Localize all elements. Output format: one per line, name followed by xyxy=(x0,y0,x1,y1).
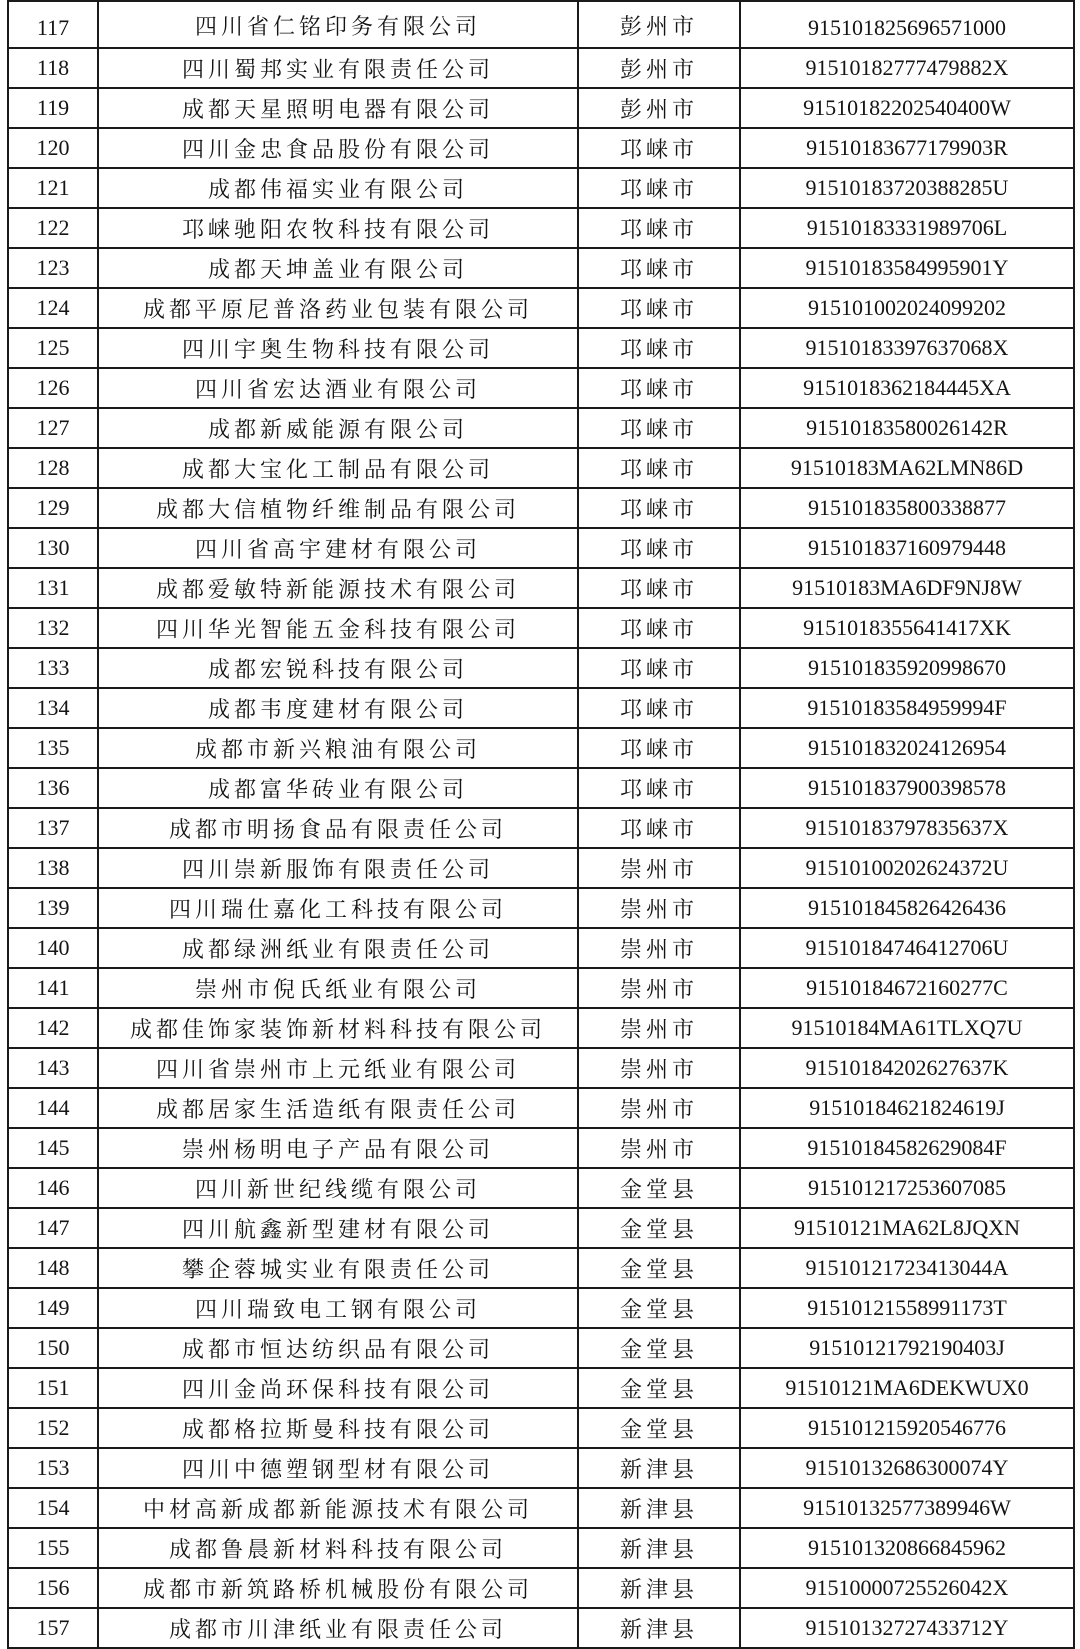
credit-code-cell: 915101002024099202 xyxy=(740,288,1074,328)
table-row xyxy=(8,728,1074,768)
region-cell: 邛崃市 xyxy=(578,408,740,448)
region-cell: 金堂县 xyxy=(578,1328,740,1368)
company-name-cell: 成都新威能源有限公司 xyxy=(98,408,578,448)
company-table-body xyxy=(8,1,1074,1648)
company-name-cell: 攀企蓉城实业有限责任公司 xyxy=(98,1248,578,1288)
table-row xyxy=(8,408,1074,448)
company-name-cell: 成都大信植物纤维制品有限公司 xyxy=(98,488,578,528)
table-row xyxy=(8,1088,1074,1128)
credit-code-cell: 91510182777479882X xyxy=(740,48,1074,88)
table-row xyxy=(8,368,1074,408)
credit-code-cell: 91510184202627637K xyxy=(740,1048,1074,1088)
row-number-cell: 128 xyxy=(8,448,98,488)
row-number-cell: 129 xyxy=(8,488,98,528)
row-number-cell: 135 xyxy=(8,728,98,768)
table-row xyxy=(8,608,1074,648)
region-cell: 金堂县 xyxy=(578,1168,740,1208)
region-cell: 新津县 xyxy=(578,1608,740,1648)
credit-code-cell: 91510183584995901Y xyxy=(740,248,1074,288)
company-name-cell: 成都市新兴粮油有限公司 xyxy=(98,728,578,768)
region-cell: 邛崃市 xyxy=(578,288,740,328)
credit-code-cell: 91510183677179903R xyxy=(740,128,1074,168)
company-name-cell: 四川省高宇建材有限公司 xyxy=(98,528,578,568)
company-name-cell: 四川崇新服饰有限责任公司 xyxy=(98,848,578,888)
credit-code-cell: 915101835800338877 xyxy=(740,488,1074,528)
credit-code-cell: 91510184MA61TLXQ7U xyxy=(740,1008,1074,1048)
row-number-cell: 145 xyxy=(8,1128,98,1168)
row-number-cell: 136 xyxy=(8,768,98,808)
company-name-cell: 邛崃驰阳农牧科技有限公司 xyxy=(98,208,578,248)
table-row xyxy=(8,1408,1074,1448)
row-number-cell: 149 xyxy=(8,1288,98,1328)
table-row xyxy=(8,1368,1074,1408)
row-number-cell: 124 xyxy=(8,288,98,328)
region-cell: 邛崃市 xyxy=(578,528,740,568)
company-name-cell: 四川中德塑钢型材有限公司 xyxy=(98,1448,578,1488)
region-cell: 邛崃市 xyxy=(578,248,740,288)
table-row xyxy=(8,88,1074,128)
company-name-cell: 成都富华砖业有限公司 xyxy=(98,768,578,808)
region-cell: 新津县 xyxy=(578,1448,740,1488)
table-row xyxy=(8,568,1074,608)
credit-code-cell: 91510121MA62L8JQXN xyxy=(740,1208,1074,1248)
credit-code-cell: 915101845826426436 xyxy=(740,888,1074,928)
region-cell: 新津县 xyxy=(578,1568,740,1608)
row-number-cell: 157 xyxy=(8,1608,98,1648)
region-cell: 崇州市 xyxy=(578,888,740,928)
region-cell: 金堂县 xyxy=(578,1288,740,1328)
company-name-cell: 四川金尚环保科技有限公司 xyxy=(98,1368,578,1408)
credit-code-cell: 91510183584959994F xyxy=(740,688,1074,728)
row-number-cell: 133 xyxy=(8,648,98,688)
company-name-cell: 成都平原尼普洛药业包装有限公司 xyxy=(98,288,578,328)
region-cell: 邛崃市 xyxy=(578,728,740,768)
row-number-cell: 148 xyxy=(8,1248,98,1288)
region-cell: 邛崃市 xyxy=(578,488,740,528)
table-row xyxy=(8,1208,1074,1248)
region-cell: 崇州市 xyxy=(578,1008,740,1048)
row-number-cell: 138 xyxy=(8,848,98,888)
row-number-cell: 142 xyxy=(8,1008,98,1048)
row-number-cell: 152 xyxy=(8,1408,98,1448)
row-number-cell: 118 xyxy=(8,48,98,88)
table-row xyxy=(8,128,1074,168)
company-name-cell: 四川瑞致电工钢有限公司 xyxy=(98,1288,578,1328)
company-name-cell: 崇州杨明电子产品有限公司 xyxy=(98,1128,578,1168)
region-cell: 邛崃市 xyxy=(578,768,740,808)
table-row xyxy=(8,928,1074,968)
company-name-cell: 四川瑞仕嘉化工科技有限公司 xyxy=(98,888,578,928)
row-number-cell: 143 xyxy=(8,1048,98,1088)
row-number-cell: 122 xyxy=(8,208,98,248)
credit-code-cell: 915101832024126954 xyxy=(740,728,1074,768)
row-number-cell: 141 xyxy=(8,968,98,1008)
credit-code-cell: 915101825696571000 xyxy=(740,1,1074,48)
company-name-cell: 中材高新成都新能源技术有限公司 xyxy=(98,1488,578,1528)
row-number-cell: 147 xyxy=(8,1208,98,1248)
company-name-cell: 成都市川津纸业有限责任公司 xyxy=(98,1608,578,1648)
table-row xyxy=(8,1,1074,48)
region-cell: 邛崃市 xyxy=(578,448,740,488)
row-number-cell: 154 xyxy=(8,1488,98,1528)
credit-code-cell: 915101837160979448 xyxy=(740,528,1074,568)
credit-code-cell: 915101837900398578 xyxy=(740,768,1074,808)
row-number-cell: 150 xyxy=(8,1328,98,1368)
table-row xyxy=(8,528,1074,568)
row-number-cell: 134 xyxy=(8,688,98,728)
row-number-cell: 126 xyxy=(8,368,98,408)
row-number-cell: 127 xyxy=(8,408,98,448)
region-cell: 崇州市 xyxy=(578,1088,740,1128)
company-table xyxy=(7,0,1075,1649)
row-number-cell: 121 xyxy=(8,168,98,208)
credit-code-cell: 915101320866845962 xyxy=(740,1528,1074,1568)
company-name-cell: 成都天星照明电器有限公司 xyxy=(98,88,578,128)
credit-code-cell: 915101217253607085 xyxy=(740,1168,1074,1208)
company-name-cell: 四川宇奥生物科技有限公司 xyxy=(98,328,578,368)
company-name-cell: 成都鲁晨新材料科技有限公司 xyxy=(98,1528,578,1568)
row-number-cell: 117 xyxy=(8,1,98,48)
row-number-cell: 155 xyxy=(8,1528,98,1568)
company-name-cell: 成都佳饰家装饰新材料科技有限公司 xyxy=(98,1008,578,1048)
region-cell: 崇州市 xyxy=(578,1128,740,1168)
company-name-cell: 成都居家生活造纸有限责任公司 xyxy=(98,1088,578,1128)
region-cell: 崇州市 xyxy=(578,1048,740,1088)
table-row xyxy=(8,328,1074,368)
table-row xyxy=(8,1248,1074,1288)
company-name-cell: 崇州市倪氏纸业有限公司 xyxy=(98,968,578,1008)
table-row xyxy=(8,1488,1074,1528)
table-row xyxy=(8,1608,1074,1648)
credit-code-cell: 9151018355641417XK xyxy=(740,608,1074,648)
region-cell: 金堂县 xyxy=(578,1368,740,1408)
region-cell: 邛崃市 xyxy=(578,568,740,608)
table-row xyxy=(8,1008,1074,1048)
row-number-cell: 146 xyxy=(8,1168,98,1208)
row-number-cell: 119 xyxy=(8,88,98,128)
table-row xyxy=(8,48,1074,88)
company-name-cell: 四川航鑫新型建材有限公司 xyxy=(98,1208,578,1248)
row-number-cell: 140 xyxy=(8,928,98,968)
company-name-cell: 成都韦度建材有限公司 xyxy=(98,688,578,728)
row-number-cell: 132 xyxy=(8,608,98,648)
company-name-cell: 成都市明扬食品有限责任公司 xyxy=(98,808,578,848)
row-number-cell: 137 xyxy=(8,808,98,848)
region-cell: 彭州市 xyxy=(578,48,740,88)
company-name-cell: 成都市恒达纺织品有限公司 xyxy=(98,1328,578,1368)
region-cell: 金堂县 xyxy=(578,1248,740,1288)
table-row xyxy=(8,848,1074,888)
company-name-cell: 成都宏锐科技有限公司 xyxy=(98,648,578,688)
company-name-cell: 四川省崇州市上元纸业有限公司 xyxy=(98,1048,578,1088)
row-number-cell: 139 xyxy=(8,888,98,928)
credit-code-cell: 915101215920546776 xyxy=(740,1408,1074,1448)
company-name-cell: 四川省仁铭印务有限公司 xyxy=(98,1,578,48)
row-number-cell: 130 xyxy=(8,528,98,568)
credit-code-cell: 91510184746412706U xyxy=(740,928,1074,968)
table-row xyxy=(8,688,1074,728)
region-cell: 邛崃市 xyxy=(578,368,740,408)
table-row xyxy=(8,1168,1074,1208)
table-row xyxy=(8,968,1074,1008)
row-number-cell: 156 xyxy=(8,1568,98,1608)
region-cell: 邛崃市 xyxy=(578,128,740,168)
company-name-cell: 成都爱敏特新能源技术有限公司 xyxy=(98,568,578,608)
credit-code-cell: 91510132686300074Y xyxy=(740,1448,1074,1488)
company-name-cell: 四川金忠食品股份有限公司 xyxy=(98,128,578,168)
table-row xyxy=(8,208,1074,248)
credit-code-cell: 915101835920998670 xyxy=(740,648,1074,688)
row-number-cell: 144 xyxy=(8,1088,98,1128)
company-list-sheet xyxy=(7,0,1073,1647)
table-row xyxy=(8,1448,1074,1488)
region-cell: 邛崃市 xyxy=(578,688,740,728)
region-cell: 邛崃市 xyxy=(578,168,740,208)
table-row xyxy=(8,648,1074,688)
region-cell: 邛崃市 xyxy=(578,808,740,848)
region-cell: 金堂县 xyxy=(578,1208,740,1248)
region-cell: 彭州市 xyxy=(578,88,740,128)
credit-code-cell: 91510100202624372U xyxy=(740,848,1074,888)
table-row xyxy=(8,808,1074,848)
credit-code-cell: 91510183331989706L xyxy=(740,208,1074,248)
region-cell: 新津县 xyxy=(578,1528,740,1568)
row-number-cell: 120 xyxy=(8,128,98,168)
credit-code-cell: 91510183397637068X xyxy=(740,328,1074,368)
row-number-cell: 123 xyxy=(8,248,98,288)
credit-code-cell: 91510183MA62LMN86D xyxy=(740,448,1074,488)
region-cell: 邛崃市 xyxy=(578,328,740,368)
credit-code-cell: 91510183580026142R xyxy=(740,408,1074,448)
company-name-cell: 四川华光智能五金科技有限公司 xyxy=(98,608,578,648)
region-cell: 邛崃市 xyxy=(578,648,740,688)
company-name-cell: 成都绿洲纸业有限责任公司 xyxy=(98,928,578,968)
credit-code-cell: 91510183797835637X xyxy=(740,808,1074,848)
table-row xyxy=(8,168,1074,208)
credit-code-cell: 91510132577389946W xyxy=(740,1488,1074,1528)
region-cell: 新津县 xyxy=(578,1488,740,1528)
table-row xyxy=(8,1328,1074,1368)
table-row xyxy=(8,768,1074,808)
table-row xyxy=(8,1288,1074,1328)
region-cell: 崇州市 xyxy=(578,928,740,968)
credit-code-cell: 91510121MA6DEKWUX0 xyxy=(740,1368,1074,1408)
region-cell: 邛崃市 xyxy=(578,208,740,248)
credit-code-cell: 91510184582629084F xyxy=(740,1128,1074,1168)
credit-code-cell: 91510184621824619J xyxy=(740,1088,1074,1128)
table-row xyxy=(8,1048,1074,1088)
company-name-cell: 成都伟福实业有限公司 xyxy=(98,168,578,208)
company-name-cell: 成都天坤盖业有限公司 xyxy=(98,248,578,288)
credit-code-cell: 91510183720388285U xyxy=(740,168,1074,208)
credit-code-cell: 91510183MA6DF9NJ8W xyxy=(740,568,1074,608)
region-cell: 金堂县 xyxy=(578,1408,740,1448)
row-number-cell: 125 xyxy=(8,328,98,368)
region-cell: 崇州市 xyxy=(578,848,740,888)
table-row xyxy=(8,1128,1074,1168)
row-number-cell: 151 xyxy=(8,1368,98,1408)
credit-code-cell: 91510182202540400W xyxy=(740,88,1074,128)
company-name-cell: 成都大宝化工制品有限公司 xyxy=(98,448,578,488)
credit-code-cell: 91510132727433712Y xyxy=(740,1608,1074,1648)
company-name-cell: 成都格拉斯曼科技有限公司 xyxy=(98,1408,578,1448)
company-name-cell: 四川省宏达酒业有限公司 xyxy=(98,368,578,408)
table-row xyxy=(8,488,1074,528)
row-number-cell: 153 xyxy=(8,1448,98,1488)
credit-code-cell: 91510121723413044A xyxy=(740,1248,1074,1288)
credit-code-cell: 91510184672160277C xyxy=(740,968,1074,1008)
region-cell: 崇州市 xyxy=(578,968,740,1008)
table-row xyxy=(8,248,1074,288)
credit-code-cell: 91510000725526042X xyxy=(740,1568,1074,1608)
company-name-cell: 四川蜀邦实业有限责任公司 xyxy=(98,48,578,88)
table-row xyxy=(8,888,1074,928)
table-row xyxy=(8,288,1074,328)
table-row xyxy=(8,448,1074,488)
credit-code-cell: 91510121558991173T xyxy=(740,1288,1074,1328)
company-name-cell: 四川新世纪线缆有限公司 xyxy=(98,1168,578,1208)
credit-code-cell: 91510121792190403J xyxy=(740,1328,1074,1368)
region-cell: 彭州市 xyxy=(578,1,740,48)
table-row xyxy=(8,1568,1074,1608)
table-row xyxy=(8,1528,1074,1568)
region-cell: 邛崃市 xyxy=(578,608,740,648)
row-number-cell: 131 xyxy=(8,568,98,608)
credit-code-cell: 9151018362184445XA xyxy=(740,368,1074,408)
company-name-cell: 成都市新筑路桥机械股份有限公司 xyxy=(98,1568,578,1608)
